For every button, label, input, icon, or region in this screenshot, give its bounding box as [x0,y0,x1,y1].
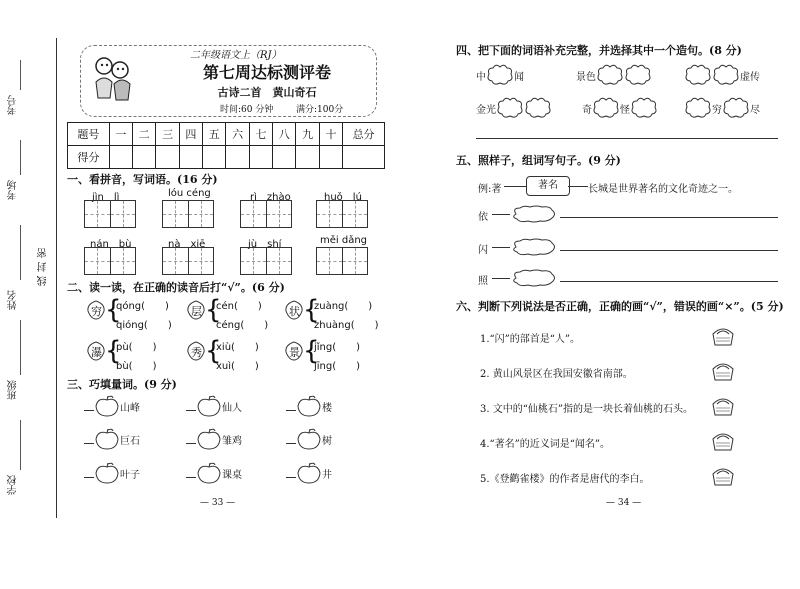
pinyin-label: měi dǎng [320,235,368,246]
q5-title: 五、照样子，组词写句子。(9 分) [456,154,621,167]
score-table-score-row [68,146,385,169]
grade-tag: 二年级语文上（RJ） [190,50,282,61]
score-cell: 四 [179,123,202,146]
connector-line [504,186,526,187]
basket-blank-icon[interactable] [710,395,736,417]
judge-statement: 3. 文中的“仙桃石”指的是一块长着仙桃的石头。 [480,404,693,415]
basket-blank-icon[interactable] [710,465,736,487]
measure-word-item [186,395,242,417]
binding-label-name: 姓名 [8,290,19,310]
brace-icon: { [105,295,122,325]
binding-rule [20,225,21,280]
idiom-prefix: 中 [476,71,486,83]
measure-word-noun: 课桌 [222,469,242,481]
binding-label-class: 班级 [8,380,19,400]
idiom-item [476,97,552,119]
example-prefix: 例:著 [478,184,502,195]
q2-char: 景 [289,346,300,359]
basket-blank-icon[interactable] [710,430,736,452]
q2-char: 状 [289,305,300,318]
binding-rule [20,60,21,90]
q6-title: 六、判断下列说法是否正确，正确的画“√”，错误的画“×”。(5 分) [456,300,784,313]
q2-char: 瀑 [91,346,102,359]
score-input-cell[interactable] [109,146,132,169]
measure-word-noun: 山峰 [120,402,140,414]
page-subtitle: 古诗二首 黄山奇石 [217,86,317,99]
apple-blank-icon[interactable] [296,395,322,417]
writing-grid[interactable] [316,247,368,275]
score-input-cell[interactable] [203,146,226,169]
idiom-item [476,64,524,86]
flower-blank-icon[interactable] [596,64,624,86]
page-title: 第七周达标测评卷 [202,63,331,82]
brace-icon: { [205,295,222,325]
score-table-header-row [68,123,385,146]
flower-blank-icon[interactable] [722,97,750,119]
reading-option[interactable]: xuì( ) [216,361,259,372]
measure-word-noun: 雏鸡 [222,435,242,447]
pinyin-label: lóu céng [168,188,211,199]
apple-blank-icon[interactable] [196,428,222,450]
binding-seal-2: 封 [38,262,49,272]
idiom-middle: 穷 [712,104,722,116]
basket-blank-icon[interactable] [710,360,736,382]
sentence-answer-line[interactable] [560,250,778,251]
measure-word-item [84,462,140,484]
measure-word-item [84,395,140,417]
score-cell: 六 [226,123,249,146]
writing-grid[interactable] [316,200,368,228]
measure-word-noun: 楼 [322,402,332,414]
q2-item [284,295,379,331]
q2-char: 秀 [191,346,202,359]
idiom-item [684,64,760,86]
apple-blank-icon[interactable] [296,428,322,450]
brace-icon: { [105,336,122,366]
pinyin-label: nà xiē [168,239,206,250]
reading-option[interactable]: jǐng( ) [314,342,361,353]
example-word-box: 著名 [526,176,570,196]
writing-grid[interactable] [84,247,136,275]
example-sentence: 长城是世界著名的文化奇迹之一。 [588,184,738,195]
q2-item [86,336,157,372]
idiom-suffix: 闻 [514,71,524,83]
writing-grid[interactable] [240,247,292,275]
measure-word-item [286,462,332,484]
writing-grid[interactable] [84,200,136,228]
apple-blank-icon[interactable] [94,395,120,417]
reading-option[interactable]: qióng( ) [116,320,172,331]
judge-statement: 5.《登鹳雀楼》的作者是唐代的李白。 [480,474,650,485]
score-input-cell[interactable] [133,146,156,169]
score-cell: 一 [109,123,132,146]
binding-rule [20,320,21,375]
score-cell: 总分 [343,123,385,146]
q5-char: 照 [478,276,488,287]
score-row-label: 得分 [68,146,110,169]
sentence-answer-line[interactable] [560,217,778,218]
mascot-kids-icon [86,52,138,104]
binding-line [56,38,57,518]
pinyin-label: huǒ lú [324,192,362,203]
full-score: 满分:100分 [296,105,344,115]
q2-item [186,295,269,331]
reading-option[interactable]: zhuàng( ) [314,320,379,331]
q5-char: 闪 [478,245,488,256]
reading-option[interactable]: cén( ) [216,301,262,312]
connector-line [492,247,510,248]
score-input-cell[interactable] [226,146,249,169]
q3-title: 三、巧填量词。(9 分) [67,378,177,391]
q2-title: 二、读一读，在正确的读音后打“√”。(6 分) [67,281,285,294]
flower-blank-icon[interactable] [624,64,652,86]
pinyin-label: nán bù [90,239,132,250]
connector-line [568,186,588,187]
apple-blank-icon[interactable] [94,462,120,484]
q4-title: 四、把下面的词语补充完整，并选择其中一个造句。(8 分) [456,44,742,57]
judge-statement: 4.“著名”的近义词是“闻名”。 [480,439,610,450]
score-input-cell[interactable] [249,146,272,169]
cloud-blank-icon[interactable] [510,238,558,256]
sentence-answer-line[interactable] [560,281,778,282]
measure-word-item [186,428,242,450]
flower-blank-icon[interactable] [486,64,514,86]
judge-statement: 2. 黄山风景区在我国安徽省南部。 [480,369,633,380]
reading-option[interactable]: xiù( ) [216,342,259,353]
idiom-item [576,64,652,86]
writing-grid[interactable] [162,200,214,228]
reading-option[interactable]: céng( ) [216,320,269,331]
binding-label-exam-id: 考号 [8,95,19,115]
pinyin-label: jìn lì [92,192,120,203]
q2-char: 穷 [91,305,102,318]
measure-word-noun: 井 [322,469,332,481]
time-limit: 时间:60 分钟 [220,105,274,115]
score-input-cell[interactable] [296,146,319,169]
flower-blank-icon[interactable] [630,97,658,119]
q1-title: 一、看拼音，写词语。(16 分) [67,173,218,186]
idiom-suffix: 尽 [750,104,760,116]
measure-word-noun: 巨石 [120,435,140,447]
reading-option[interactable]: pù( ) [116,342,157,353]
idiom-prefix: 奇 [582,104,592,116]
idiom-item [582,97,658,119]
measure-word-item [286,428,332,450]
score-table [67,122,385,169]
measure-word-noun: 叶子 [120,469,140,481]
idiom-middle: 怪 [620,104,630,116]
judge-statement: 1.“闪”的部首是“人”。 [480,334,580,345]
q2-item [86,295,172,331]
flower-blank-icon[interactable] [524,97,552,119]
apple-blank-icon[interactable] [94,428,120,450]
score-input-cell[interactable] [179,146,202,169]
q2-item [186,336,259,372]
q2-char: 层 [191,305,202,318]
idiom-item [684,97,760,119]
flower-blank-icon[interactable] [496,97,524,119]
pinyin-label: rì zhào [250,192,291,203]
apple-blank-icon[interactable] [196,395,222,417]
brace-icon: { [303,336,320,366]
binding-rule [20,140,21,175]
flower-blank-icon[interactable] [684,97,712,119]
page-number-left: — 33 — [200,498,236,508]
measure-word-item [84,428,140,450]
idiom-suffix: 虚传 [740,71,760,83]
pinyin-label: jù shí [248,239,282,250]
idiom-prefix: 景色 [576,71,596,83]
reading-option[interactable]: qóng( ) [116,301,169,312]
brace-icon: { [205,336,222,366]
brace-icon: { [303,295,320,325]
flower-blank-icon[interactable] [592,97,620,119]
score-input-cell[interactable] [319,146,342,169]
writing-grid[interactable] [162,247,214,275]
measure-word-noun: 树 [322,435,332,447]
measure-word-noun: 仙人 [222,402,242,414]
q5-char: 依 [478,212,488,223]
sentence-answer-line[interactable] [476,138,778,139]
score-cell: 七 [249,123,272,146]
binding-seal-1: 密 [38,248,49,258]
score-cell: 三 [156,123,179,146]
basket-blank-icon[interactable] [710,325,736,347]
flower-blank-icon[interactable] [684,64,712,86]
apple-blank-icon[interactable] [196,462,222,484]
score-cell: 十 [319,123,342,146]
score-cell: 二 [133,123,156,146]
connector-line [492,214,510,215]
reading-option[interactable]: zuàng( ) [314,301,373,312]
binding-label-school: 学校 [8,475,19,495]
apple-blank-icon[interactable] [296,462,322,484]
measure-word-item [186,462,242,484]
binding-label-exam-room: 考场 [8,180,19,200]
page-number-right: — 34 — [606,498,642,508]
writing-grid[interactable] [240,200,292,228]
binding-seal-3: 线 [38,276,49,286]
score-input-cell[interactable] [343,146,385,169]
cloud-blank-icon[interactable] [510,269,558,287]
connector-line [492,278,510,279]
binding-rule [20,420,21,470]
q2-item [284,336,361,372]
idiom-prefix: 金光 [476,104,496,116]
score-cell: 九 [296,123,319,146]
reading-option[interactable]: jīng( ) [314,361,361,372]
score-input-cell[interactable] [273,146,296,169]
flower-blank-icon[interactable] [712,64,740,86]
score-cell: 五 [203,123,226,146]
score-input-cell[interactable] [156,146,179,169]
measure-word-item [286,395,332,417]
cloud-blank-icon[interactable] [510,205,558,223]
score-cell: 八 [273,123,296,146]
reading-option[interactable]: bù( ) [116,361,157,372]
score-cell: 题号 [68,123,110,146]
